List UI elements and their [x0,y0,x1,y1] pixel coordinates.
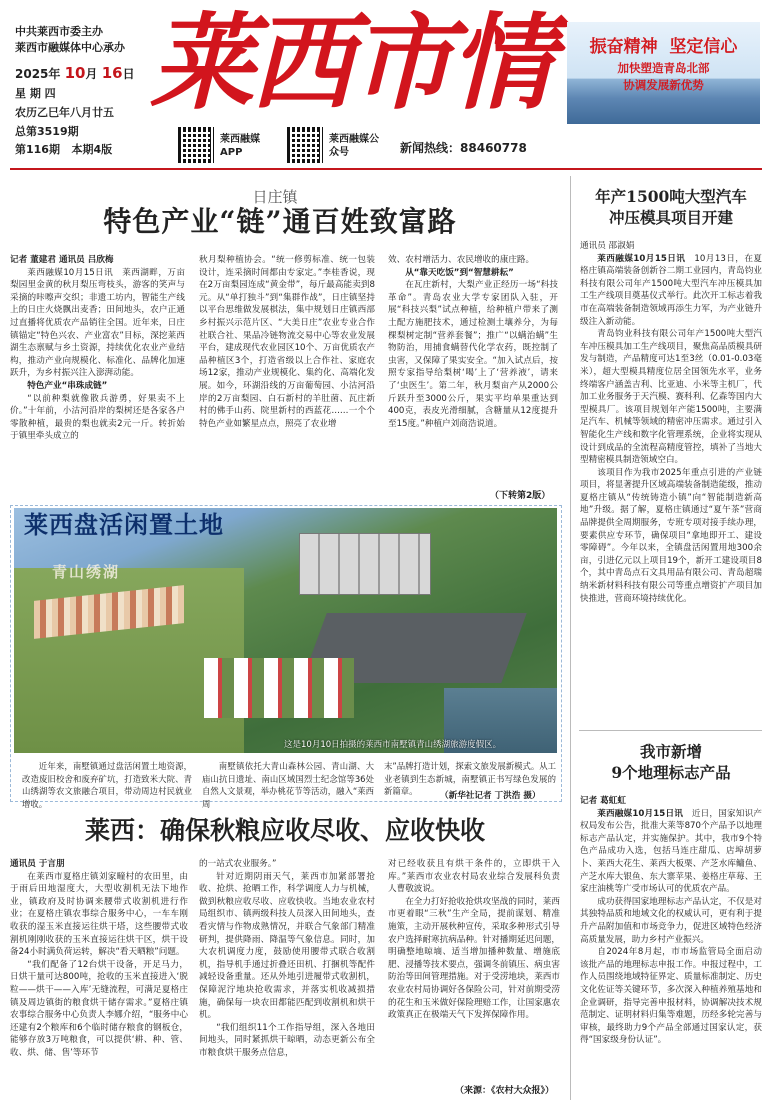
slogan-banner [567,22,760,124]
news-hotline: 新闻热线：88460778 [400,141,527,155]
masthead-rule [10,168,762,170]
bottom-col-2 [199,858,375,1102]
weekday: 星 期 四 [15,87,56,100]
photo-credit: （新华社记者 丁洪浩 摄） [440,791,541,801]
sponsor-line-2: 莱西市融媒体中心承办 [15,41,125,54]
right-lead-1: 莱西融媒10月15日讯 [597,253,686,264]
lead-paragraph: 在瓦庄新村，大梨产业正经历一场“科技革命”。青岛农业大学专家团队入驻，开展“科技兴梨”试点种植，给种植户带来了测土配方施肥技术，通过检测土壤养分，为每棵梨树定制“营养套餐”；推广“以螨治螨”生物防治，用捕食螨替代化学农药，既控制了虫害，又保障了果实安全。“加入试点后，按照专家指导给梨树‘喝’上了‘营养液’，请来了‘虫医生’。第二年，秋月梨亩产从2000公斤跃升至3000公斤，果实平均单果重达到400克，表皮光滑细腻，含糖量从12度提升至15度。”种植户刘商浩说道。 [388,280,558,429]
photo-caption-text: 末”品牌打造计划，探索文旅发展新模式。从工业老镇到生态新城，南墅镇正书写绿色发展的新篇章。 [384,761,556,796]
column-rule [570,176,571,1100]
section-rule [579,730,762,731]
lead-col-1 [10,254,185,504]
lead-subhead-2: 从“靠天吃饭”到“智慧耕耘” [405,267,514,278]
bottom-paragraph: 在全力打好抢收抢烘攻坚战的同时，莱西市更着眼“三秋”生产全局，提前谋划、精准施策，主动开展秋种宣传，采取多种形式引导农户选择耐寒抗病品种。针对播期延迟问题，明确整地晾墒、适当增加播种数量、增施底肥、浸播等技术要点，强调冬前镇压、病虫害防治等田间管理措施。对于受涝地块，莱西市农业农村局协调好各保险公司，针对前期受涝的花生和玉米做好保险理赔工作，让国家惠农政策真正在极端天气下发挥保障作用。 [388,896,560,1021]
lead-col-2 [199,254,375,504]
right-paragraph: 近日，国家知识产权局发布公告，批准大莱等870个产品予以地理标志产品认定，并实施保护。其中，我市9个特色产品成功入选，包括马连庄甜瓜、店埠胡萝卜、莱西大花生、莱西大板栗、产芝水库鳙鱼、产芝水库大银鱼、东大寨苹果、姜格庄草莓、王家庄油桃等广受市场认可的优质农产品。 [580,808,762,895]
right-paragraph: 成功获得国家地理标志产品认定，不仅是对其独特品质和地域文化的权威认可，更有利于提升产品附加值和市场竞争力，促进区域特色经济高质量发展，助力乡村产业振兴。 [580,896,762,945]
continued-note: （下转第2版） [490,491,551,501]
right-paragraph: 10月13日，在夏格庄镇高端装备创新谷二期工业园内，青岛钧业科技有限公司年产1500吨大型汽车冲压模具加工生产线项目奠基仪式举行。此次开工标志着我市在高端装备制造领域再添生力军，为产业链升级注入新动能。 [580,253,762,327]
bottom-paragraph: “我们组织11个工作指导组，深入各地田间地头，同时紧抓烘干晾晒，动态更新公布全市粮食烘干服务点信息， [199,1022,375,1058]
lead-paragraph: 莱西融媒10月15日讯 莱西湖畔，万亩梨园里金黄的秋月梨压弯枝头，游客的笑声与采摘的咔嚓声交织；非遗工坊内，智能生产线上的日庄火烧飘出麦香；田间地头，农户正通过直播将优质农产品销往全国。近年来，日庄镇锚定“特色兴农、产业富农”目标，深挖莱西湖生态禀赋与乡土资源，持续优化农业产业结构，推动产业向规模化、标准化、品牌化加速跃升，为乡村振兴注入澎湃动能。 [10,267,185,379]
photo-caption-text: 近年来，南墅镇通过盘活闲置土地资源，改造废旧校舍和废弃矿坑，打造致米大院、青山绣湖等农文旅融合项目，带动周边村民就业增收。 [22,761,192,809]
wechat-qr-code [287,127,323,163]
photo-story-title: 莱西盘活闲置土地 [24,510,224,539]
issue-total: 总第3519期 [15,125,79,138]
newspaper-title: 莱西市情 [150,1,551,124]
date-day: 16 [101,64,123,82]
right-headline-2b: 9个地理标志产品 [611,763,731,782]
lead-byline: 记者 董建君 通讯员 吕欣梅 [10,255,114,265]
bottom-paragraph: 针对近期阴雨天气，莱西市加紧部署抢收、抢烘、抢晒工作，科学调度人力与机械，做到秋粮应收尽收、应收快收。当地农业农村局组织市、镇两级科技人员深入田间地头，查看灾情与作物成熟情况，并联合气象部门精准研判，提供降雨、降温等气象信息。同时，加大农机调度力度，鼓励使用腰带式联合收割机，指导机手通过折叠还田机、打捆机等配件减轻设备重量。还从外地引进履带式收割机，保障泥泞地块抢收需求，并落实机收减损措施，确保每一块农田都能匹配到收割机和烘干机。 [199,871,375,1021]
banner-line-1: 加快塑造青岛北部 [617,61,710,75]
bottom-paragraph: “我们配备了12台烘干设备，开足马力，日烘干量可达800吨，抢收的玉米直接进入‘脱粒——烘干——入库’无缝流程，可满足夏格庄镇及周边镇街的粮食烘干储存需求。”夏格庄镇农事综合服务中心负责人李娜介绍，“服务中心还建有2个粮库和6个临时储存粮食的钢板仓，能够存放3万吨粮食，可以提供‘耕、种、管、收、烘、储、售’等环节 [10,959,188,1058]
lead-paragraph: 秋月梨种植协会。“统一修剪标准、统一包装设计，连采摘时间都由专家定。”李桂香说，现在2万亩梨园连成“黄金带”，每斤最高能卖到8元。从“单打独斗”到“集群作战”，日庄镇坚持以平台思维做发展棋法，集中规划日庄镇西部乡村振兴示范片区、“大美日庄”农业专业合作社联合社、果品冷链物流交易中心等农业发展平台，建成现代农业园区10个、万亩优质农产品种植区3个，打造省级以上合作社、家庭农场12家，推动产业规模化、集约化、高端化发展。如今，环湖沿线的万亩葡萄园、小沽河沿岸的2万亩梨园、白石新村的羊肚菌、瓦庄新村的佛手山药、院里新村的西蓝花……一个个特色产业如繁星点点，照亮了农业增 [199,255,375,429]
lead-col-3 [388,254,558,474]
photo-caption: 这是10月10日拍摄的莱西市南墅镇青山绣湖旅游度假区。 [284,740,502,750]
photo-caption-text: 南墅镇依托大青山森林公园、青山湖、大庙山抗日遗址、南山区域国烈士纪念馆等36处自然人文景观，举办桃花节等活动，融入“莱西周 [202,761,374,809]
banner-line-2: 协调发展新优势 [623,78,704,92]
bottom-col-3 [388,858,560,1080]
right-article-1-body [580,240,762,726]
lead-headline: 特色产业“链”通百姓致富路 [103,205,457,238]
masthead [0,0,772,170]
app-label: 莱西融媒APP [220,134,260,158]
right-paragraph: 青岛钧业科技有限公司年产1500吨大型汽车冲压模具加工生产线项目，聚焦高品质模具研发与制造，产品精度可达1至3丝（0.01-0.03毫米），超大型模具精度位居全国领先水平，业务终端客户涵盖吉利、比亚迪、小米等主机厂，代加工业务服务于天汽模、赛科利、亿森等国内大型模具厂。该项目规划年产能1500吨，主要满足汽车、机械等领域的精密冲压需求。通过引入智能化生产线和数字化管理系统，企业将实现从设计到成品的全流程高精度管控，填补了当地大型精密模具制造领域空白。 [580,329,762,466]
right-paragraph: 该项目作为我市2025年重点引进的产业链项目，将显著提升区域高端装备制造能级，推动夏格庄镇从“传统铸造小镇”向“智能制造新高地”升级。据了解，夏格庄镇通过“夏午茶”营商品牌提供全周期服务，专班专项对接手续办理，要素供应专环节，确保项目“拿地即开工、建设零障碍”。今年以来，全镇盘活闲置用地300余亩，引进亿元以上项目19个，新开工建设项目8个，其中青岛点石文具用品有限公司、青岛超瑞纳米新材料科技有限公司等重点增资扩产项目加快推进，营商环境持续优化。 [580,467,762,604]
photo-caption-col-2 [202,760,374,809]
right-byline-1: 通讯员 邵淑娟 [580,241,635,251]
bottom-paragraph: 对已经收获且有烘干条件的，立即烘干入库。”莱西市农业农村局农业综合发展科负责人曹敬波说。 [388,859,560,895]
right-article-2-body [580,795,762,1101]
issue-date: 2025年 10月 16日 [15,64,135,82]
lead-kicker: 日庄镇 [252,188,298,206]
buildings [299,533,431,595]
aerial-photo [14,508,557,753]
bottom-col-1 [10,858,188,1102]
banner-slogan: 振奋精神 坚定信心 [589,37,738,57]
bottom-source: （来源：《农村大众报》） [455,1086,555,1096]
right-paragraph: 自2024年8月起，市市场监管局全面启动该批产品的地理标志申报工作。申报过程中，工作人员围绕地域特征界定、质量标准制定、历史文化佐证等关键环节，多次深入种植养殖基地和企业调研，指导完善申报材料，协调解决技术规范制定、证明材料归集等难题，历经多轮完善与审核，最终助力9个产品全部通过国家认定，获得“国家级身份认证”。 [580,947,762,1046]
right-headline-1b: 冲压模具项目开建 [608,208,733,227]
sponsor-line-1: 中共莱西市委主办 [15,25,103,38]
right-lead-2: 莱西融媒10月15日讯 [597,808,684,819]
lunar-date: 农历乙巳年八月廿五 [15,106,114,119]
wechat-label: 莱西融媒公众号 [329,134,379,158]
right-headline-1a: 年产1500吨大型汽车 [595,187,747,206]
issue-page: 第116期 本期4版 [15,143,113,156]
photo-caption-col-1 [22,760,192,809]
lead-paragraph: 效、农村增活力、农民增收的康庄路。 [388,255,535,265]
hotline-number: 88460778 [460,141,527,155]
lead-paragraph: “以前种梨就像散兵游勇，好果卖不上价。”十年前，小沽河沿岸的梨树还是各家各户零散种植，最贵的梨也就卖2元一斤。转折始于镇里牵头成立的 [10,393,185,442]
sign-text: 青山绣湖 [52,563,121,581]
houses [204,658,354,718]
right-byline-2: 记者 葛虹虹 [580,796,626,806]
lead-subhead-1: 特色产业“串珠成链” [27,380,108,391]
right-headline-2a: 我市新增 [639,742,702,761]
bottom-paragraph: 的一站式农业服务。” [199,859,277,869]
date-month: 10 [64,64,86,82]
bottom-headline: 莱西：确保秋粮应收尽收、应收快收 [84,816,485,845]
bottom-paragraph: 在莱西市夏格庄镇刘家疃村的农田里，由于雨后田地湿度大，大型收割机无法下地作业，镇政府及时协调来腰带式收割机进行作业；在夏格庄镇农事综合服务中心，一车车刚收获的湿玉米直接运往烘干塔，这些腰带式收割机刚刚收获的玉米直接运往烘干区，烘干设备24小时满负荷运转，解决“看天晒粮”问题。 [10,871,188,958]
bottom-byline: 通讯员 于言朋 [10,859,65,869]
app-qr-code [178,127,214,163]
